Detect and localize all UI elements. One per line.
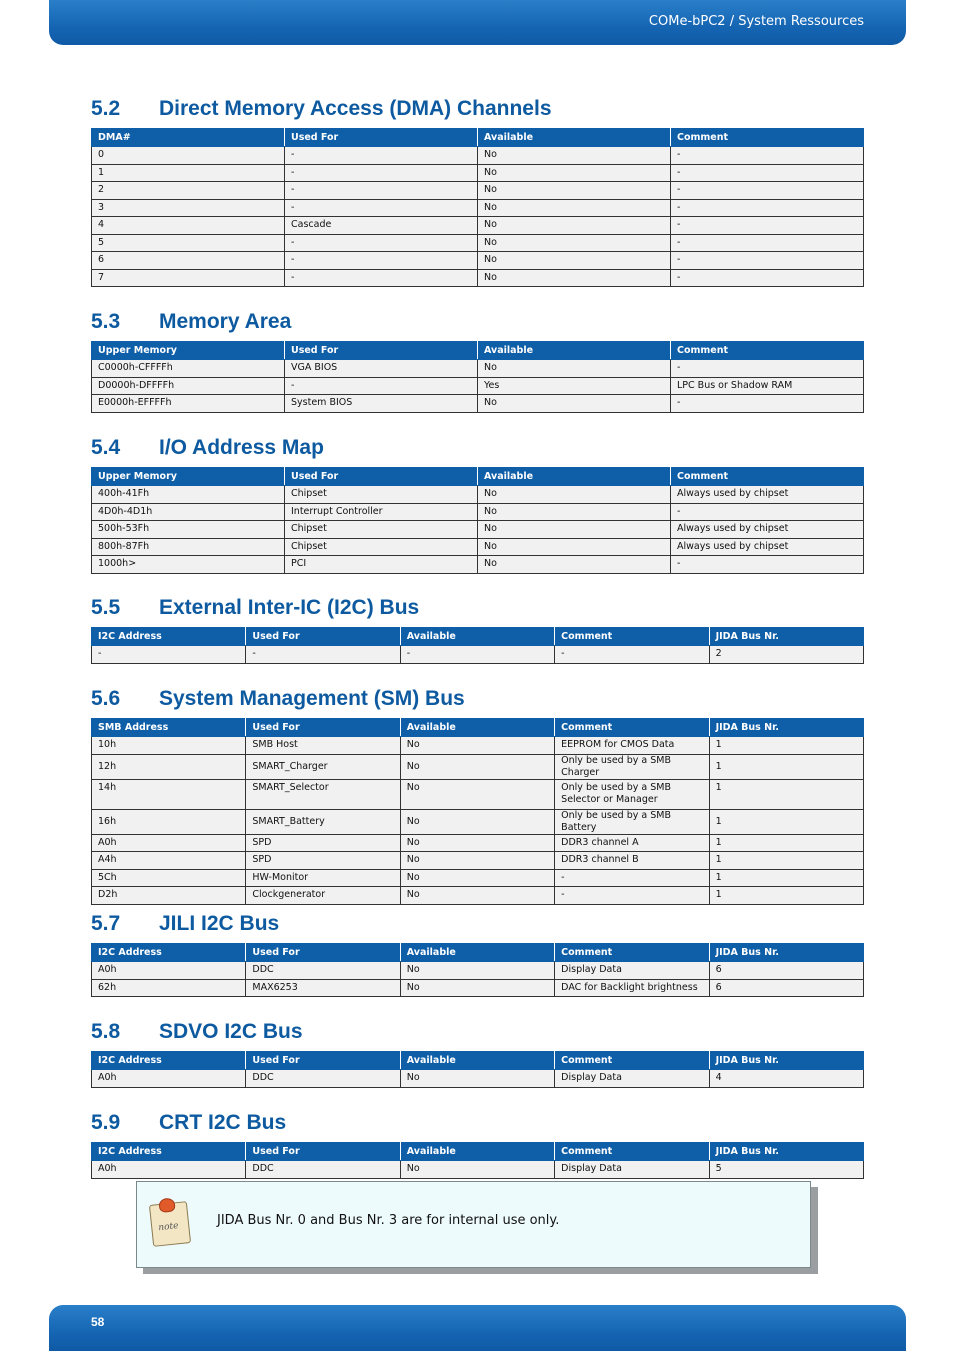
- column-header: Used For: [285, 342, 478, 360]
- table-cell: -: [555, 887, 709, 905]
- table-cell: DDC: [246, 1161, 400, 1179]
- column-header: DMA#: [92, 129, 285, 147]
- table-cell: D0000h-DFFFFh: [92, 377, 285, 395]
- document-title: COMe-bPC2 / System Ressources: [648, 14, 864, 29]
- table-header-row: [92, 1052, 864, 1070]
- table-cell: LPC Bus or Shadow RAM: [671, 377, 864, 395]
- table-cell: Display Data: [555, 1161, 709, 1179]
- table-cell: -: [285, 164, 478, 182]
- pin-icon: [158, 1197, 175, 1213]
- table-cell: Chipset: [285, 521, 478, 539]
- note-box: [136, 1181, 811, 1268]
- column-header: I2C Address: [92, 628, 246, 646]
- table-cell: 4D0h-4D1h: [92, 503, 285, 521]
- table-cell: Always used by chipset: [671, 538, 864, 556]
- table-cell: 10h: [92, 737, 246, 755]
- column-header: JIDA Bus Nr.: [709, 1143, 863, 1161]
- table-cell: Interrupt Controller: [285, 503, 478, 521]
- column-header: Available: [400, 944, 554, 962]
- table-cell: PCI: [285, 556, 478, 574]
- table-row: [92, 779, 864, 809]
- column-header: Available: [400, 719, 554, 737]
- io-table: [91, 467, 864, 574]
- table-cell: 4: [92, 217, 285, 235]
- table-cell: No: [400, 737, 554, 755]
- section-title: Memory Area: [159, 310, 292, 333]
- column-header: Available: [400, 1143, 554, 1161]
- table-cell: No: [478, 182, 671, 200]
- section-io-address-map: [91, 433, 864, 574]
- table-cell: 1: [709, 852, 863, 870]
- table-cell: No: [400, 852, 554, 870]
- table-cell: No: [478, 269, 671, 287]
- table-cell: -: [92, 646, 246, 664]
- table-cell: Chipset: [285, 538, 478, 556]
- table-cell: A0h: [92, 1070, 246, 1088]
- column-header: Comment: [555, 944, 709, 962]
- table-cell: -: [671, 199, 864, 217]
- table-cell: Always used by chipset: [671, 521, 864, 539]
- table-cell: 4: [709, 1070, 863, 1088]
- section-heading: [91, 1108, 864, 1138]
- section-number: 5.3: [91, 310, 121, 333]
- table-cell: -: [555, 646, 709, 664]
- section-title: JILI I2C Bus: [159, 912, 280, 935]
- table-cell: 1: [709, 737, 863, 755]
- table-row: [92, 164, 864, 182]
- table-cell: -: [555, 869, 709, 887]
- table-cell: DAC for Backlight brightness: [555, 979, 709, 997]
- table-cell: Display Data: [555, 962, 709, 980]
- table-cell: Only be used by a SMB Selector or Manager: [555, 779, 709, 809]
- column-header: JIDA Bus Nr.: [709, 719, 863, 737]
- table-cell: No: [400, 1161, 554, 1179]
- section-memory-area: [91, 307, 864, 413]
- section-external-i2c-bus: [91, 593, 864, 664]
- section-title: I/O Address Map: [159, 436, 324, 459]
- table-cell: -: [285, 234, 478, 252]
- dma-table: [91, 128, 864, 287]
- table-cell: 500h-53Fh: [92, 521, 285, 539]
- table-cell: -: [671, 147, 864, 165]
- table-cell: Chipset: [285, 486, 478, 504]
- table-row: [92, 809, 864, 834]
- table-cell: 5Ch: [92, 869, 246, 887]
- table-cell: -: [671, 252, 864, 270]
- section-heading: [91, 307, 864, 337]
- table-header-row: [92, 1143, 864, 1161]
- table-cell: -: [246, 646, 400, 664]
- section-number: 5.7: [91, 912, 121, 935]
- table-cell: 62h: [92, 979, 246, 997]
- table-cell: No: [478, 199, 671, 217]
- table-row: [92, 252, 864, 270]
- table-cell: -: [285, 182, 478, 200]
- column-header: Comment: [671, 468, 864, 486]
- table-cell: No: [478, 521, 671, 539]
- footer-band: [49, 1305, 906, 1351]
- table-row: [92, 395, 864, 413]
- table-cell: No: [400, 962, 554, 980]
- table-cell: 16h: [92, 809, 246, 834]
- table-cell: SPD: [246, 834, 400, 852]
- column-header: Used For: [246, 1143, 400, 1161]
- column-header: Comment: [555, 1052, 709, 1070]
- table-cell: Only be used by a SMB Charger: [555, 754, 709, 779]
- section-title: SDVO I2C Bus: [159, 1020, 303, 1043]
- table-cell: 6: [92, 252, 285, 270]
- table-row: [92, 556, 864, 574]
- section-number: 5.2: [91, 97, 121, 120]
- table-cell: 1: [709, 779, 863, 809]
- table-cell: C0000h-CFFFFh: [92, 360, 285, 378]
- table-cell: No: [478, 252, 671, 270]
- section-number: 5.4: [91, 436, 121, 459]
- table-cell: DDR3 channel A: [555, 834, 709, 852]
- section-title: System Management (SM) Bus: [159, 687, 465, 710]
- section-jili-i2c-bus: [91, 909, 864, 997]
- table-cell: 3: [92, 199, 285, 217]
- column-header: Upper Memory: [92, 468, 285, 486]
- table-row: [92, 217, 864, 235]
- table-row: [92, 646, 864, 664]
- table-cell: No: [478, 360, 671, 378]
- column-header: Available: [478, 129, 671, 147]
- table-cell: No: [400, 887, 554, 905]
- column-header: Comment: [555, 719, 709, 737]
- table-cell: 2: [709, 646, 863, 664]
- table-cell: A0h: [92, 1161, 246, 1179]
- table-cell: No: [400, 1070, 554, 1088]
- section-number: 5.5: [91, 596, 121, 619]
- table-cell: -: [671, 360, 864, 378]
- table-cell: -: [285, 377, 478, 395]
- table-cell: No: [478, 556, 671, 574]
- table-cell: EEPROM for CMOS Data: [555, 737, 709, 755]
- column-header: JIDA Bus Nr.: [709, 944, 863, 962]
- table-cell: SMART_Selector: [246, 779, 400, 809]
- section-title: Direct Memory Access (DMA) Channels: [159, 97, 552, 120]
- column-header: Comment: [555, 628, 709, 646]
- table-row: [92, 737, 864, 755]
- sdvo-table: [91, 1051, 864, 1088]
- table-cell: 1: [92, 164, 285, 182]
- column-header: Comment: [555, 1143, 709, 1161]
- table-cell: MAX6253: [246, 979, 400, 997]
- table-header-row: [92, 719, 864, 737]
- table-cell: Always used by chipset: [671, 486, 864, 504]
- table-cell: -: [671, 164, 864, 182]
- table-cell: -: [285, 269, 478, 287]
- table-row: [92, 234, 864, 252]
- table-cell: -: [285, 199, 478, 217]
- table-cell: A0h: [92, 962, 246, 980]
- column-header: Available: [478, 468, 671, 486]
- table-cell: SPD: [246, 852, 400, 870]
- section-sm-bus: [91, 684, 864, 905]
- table-row: [92, 1161, 864, 1179]
- table-row: [92, 486, 864, 504]
- table-header-row: [92, 468, 864, 486]
- section-number: 5.8: [91, 1020, 121, 1043]
- table-cell: Cascade: [285, 217, 478, 235]
- table-cell: 400h-41Fh: [92, 486, 285, 504]
- table-row: [92, 962, 864, 980]
- table-cell: A0h: [92, 834, 246, 852]
- table-cell: DDR3 channel B: [555, 852, 709, 870]
- table-cell: No: [478, 164, 671, 182]
- table-header-row: [92, 342, 864, 360]
- table-header-row: [92, 628, 864, 646]
- section-number: 5.6: [91, 687, 121, 710]
- column-header: Used For: [246, 719, 400, 737]
- table-cell: 1: [709, 754, 863, 779]
- table-cell: SMART_Charger: [246, 754, 400, 779]
- table-cell: 1: [709, 887, 863, 905]
- table-cell: Yes: [478, 377, 671, 395]
- table-cell: No: [478, 486, 671, 504]
- section-heading: [91, 94, 864, 124]
- table-cell: -: [671, 217, 864, 235]
- column-header: I2C Address: [92, 1143, 246, 1161]
- table-cell: -: [671, 182, 864, 200]
- table-cell: SMB Host: [246, 737, 400, 755]
- column-header: Used For: [285, 129, 478, 147]
- table-cell: No: [400, 834, 554, 852]
- section-sdvo-i2c-bus: [91, 1017, 864, 1088]
- section-heading: [91, 1017, 864, 1047]
- table-cell: 1000h>: [92, 556, 285, 574]
- column-header: Available: [400, 628, 554, 646]
- column-header: SMB Address: [92, 719, 246, 737]
- table-row: [92, 754, 864, 779]
- table-cell: SMART_Battery: [246, 809, 400, 834]
- table-cell: HW-Monitor: [246, 869, 400, 887]
- table-cell: No: [400, 809, 554, 834]
- table-cell: -: [671, 395, 864, 413]
- section-dma: [91, 94, 864, 287]
- table-cell: 1: [709, 869, 863, 887]
- table-cell: D2h: [92, 887, 246, 905]
- column-header: I2C Address: [92, 1052, 246, 1070]
- memory-table: [91, 341, 864, 413]
- table-row: [92, 887, 864, 905]
- column-header: Comment: [671, 129, 864, 147]
- table-cell: System BIOS: [285, 395, 478, 413]
- column-header: Used For: [246, 944, 400, 962]
- table-cell: -: [671, 556, 864, 574]
- table-cell: 12h: [92, 754, 246, 779]
- section-heading: [91, 909, 864, 939]
- column-header: Used For: [246, 628, 400, 646]
- table-row: [92, 199, 864, 217]
- table-row: [92, 979, 864, 997]
- header-band: [49, 0, 906, 45]
- table-header-row: [92, 944, 864, 962]
- note-icon: [149, 1201, 191, 1247]
- table-cell: VGA BIOS: [285, 360, 478, 378]
- table-cell: -: [285, 147, 478, 165]
- section-title: CRT I2C Bus: [159, 1111, 287, 1134]
- table-row: [92, 503, 864, 521]
- table-cell: No: [400, 979, 554, 997]
- column-header: Upper Memory: [92, 342, 285, 360]
- column-header: Used For: [285, 468, 478, 486]
- table-row: [92, 852, 864, 870]
- table-cell: DDC: [246, 962, 400, 980]
- table-cell: No: [478, 234, 671, 252]
- table-row: [92, 521, 864, 539]
- table-cell: 6: [709, 962, 863, 980]
- table-cell: -: [400, 646, 554, 664]
- table-row: [92, 1070, 864, 1088]
- table-row: [92, 147, 864, 165]
- table-cell: 7: [92, 269, 285, 287]
- table-cell: 1: [709, 834, 863, 852]
- section-crt-i2c-bus: [91, 1108, 864, 1179]
- section-heading: [91, 433, 864, 463]
- table-row: [92, 538, 864, 556]
- table-cell: No: [478, 217, 671, 235]
- section-heading: [91, 593, 864, 623]
- table-row: [92, 269, 864, 287]
- column-header: Available: [400, 1052, 554, 1070]
- table-cell: -: [671, 269, 864, 287]
- table-cell: A4h: [92, 852, 246, 870]
- table-cell: No: [478, 503, 671, 521]
- table-row: [92, 182, 864, 200]
- section-title: External Inter-IC (I2C) Bus: [159, 596, 420, 619]
- table-header-row: [92, 129, 864, 147]
- table-cell: Only be used by a SMB Battery: [555, 809, 709, 834]
- column-header: JIDA Bus Nr.: [709, 628, 863, 646]
- table-cell: No: [400, 869, 554, 887]
- section-number: 5.9: [91, 1111, 121, 1134]
- table-cell: -: [671, 503, 864, 521]
- crt-table: [91, 1142, 864, 1179]
- column-header: Used For: [246, 1052, 400, 1070]
- table-cell: No: [478, 538, 671, 556]
- table-cell: No: [478, 395, 671, 413]
- table-cell: 800h-87Fh: [92, 538, 285, 556]
- table-row: [92, 377, 864, 395]
- table-cell: 5: [92, 234, 285, 252]
- note-text: JIDA Bus Nr. 0 and Bus Nr. 3 are for internal use only.: [217, 1213, 560, 1228]
- table-cell: -: [671, 234, 864, 252]
- table-cell: 0: [92, 147, 285, 165]
- table-cell: -: [285, 252, 478, 270]
- column-header: Available: [478, 342, 671, 360]
- table-cell: Clockgenerator: [246, 887, 400, 905]
- table-cell: No: [478, 147, 671, 165]
- table-row: [92, 869, 864, 887]
- table-cell: No: [400, 779, 554, 809]
- table-cell: 14h: [92, 779, 246, 809]
- section-heading: [91, 684, 864, 714]
- column-header: I2C Address: [92, 944, 246, 962]
- column-header: JIDA Bus Nr.: [709, 1052, 863, 1070]
- table-cell: Display Data: [555, 1070, 709, 1088]
- table-cell: E0000h-EFFFFh: [92, 395, 285, 413]
- i2c-table: [91, 627, 864, 664]
- smbus-table: [91, 718, 864, 905]
- table-cell: 5: [709, 1161, 863, 1179]
- table-cell: No: [400, 754, 554, 779]
- table-cell: 2: [92, 182, 285, 200]
- column-header: Comment: [671, 342, 864, 360]
- note-icon-label: note: [157, 1221, 179, 1234]
- table-cell: 6: [709, 979, 863, 997]
- table-row: [92, 834, 864, 852]
- page-number: 58: [91, 1315, 105, 1329]
- table-cell: DDC: [246, 1070, 400, 1088]
- table-cell: 1: [709, 809, 863, 834]
- table-row: [92, 360, 864, 378]
- jili-table: [91, 943, 864, 997]
